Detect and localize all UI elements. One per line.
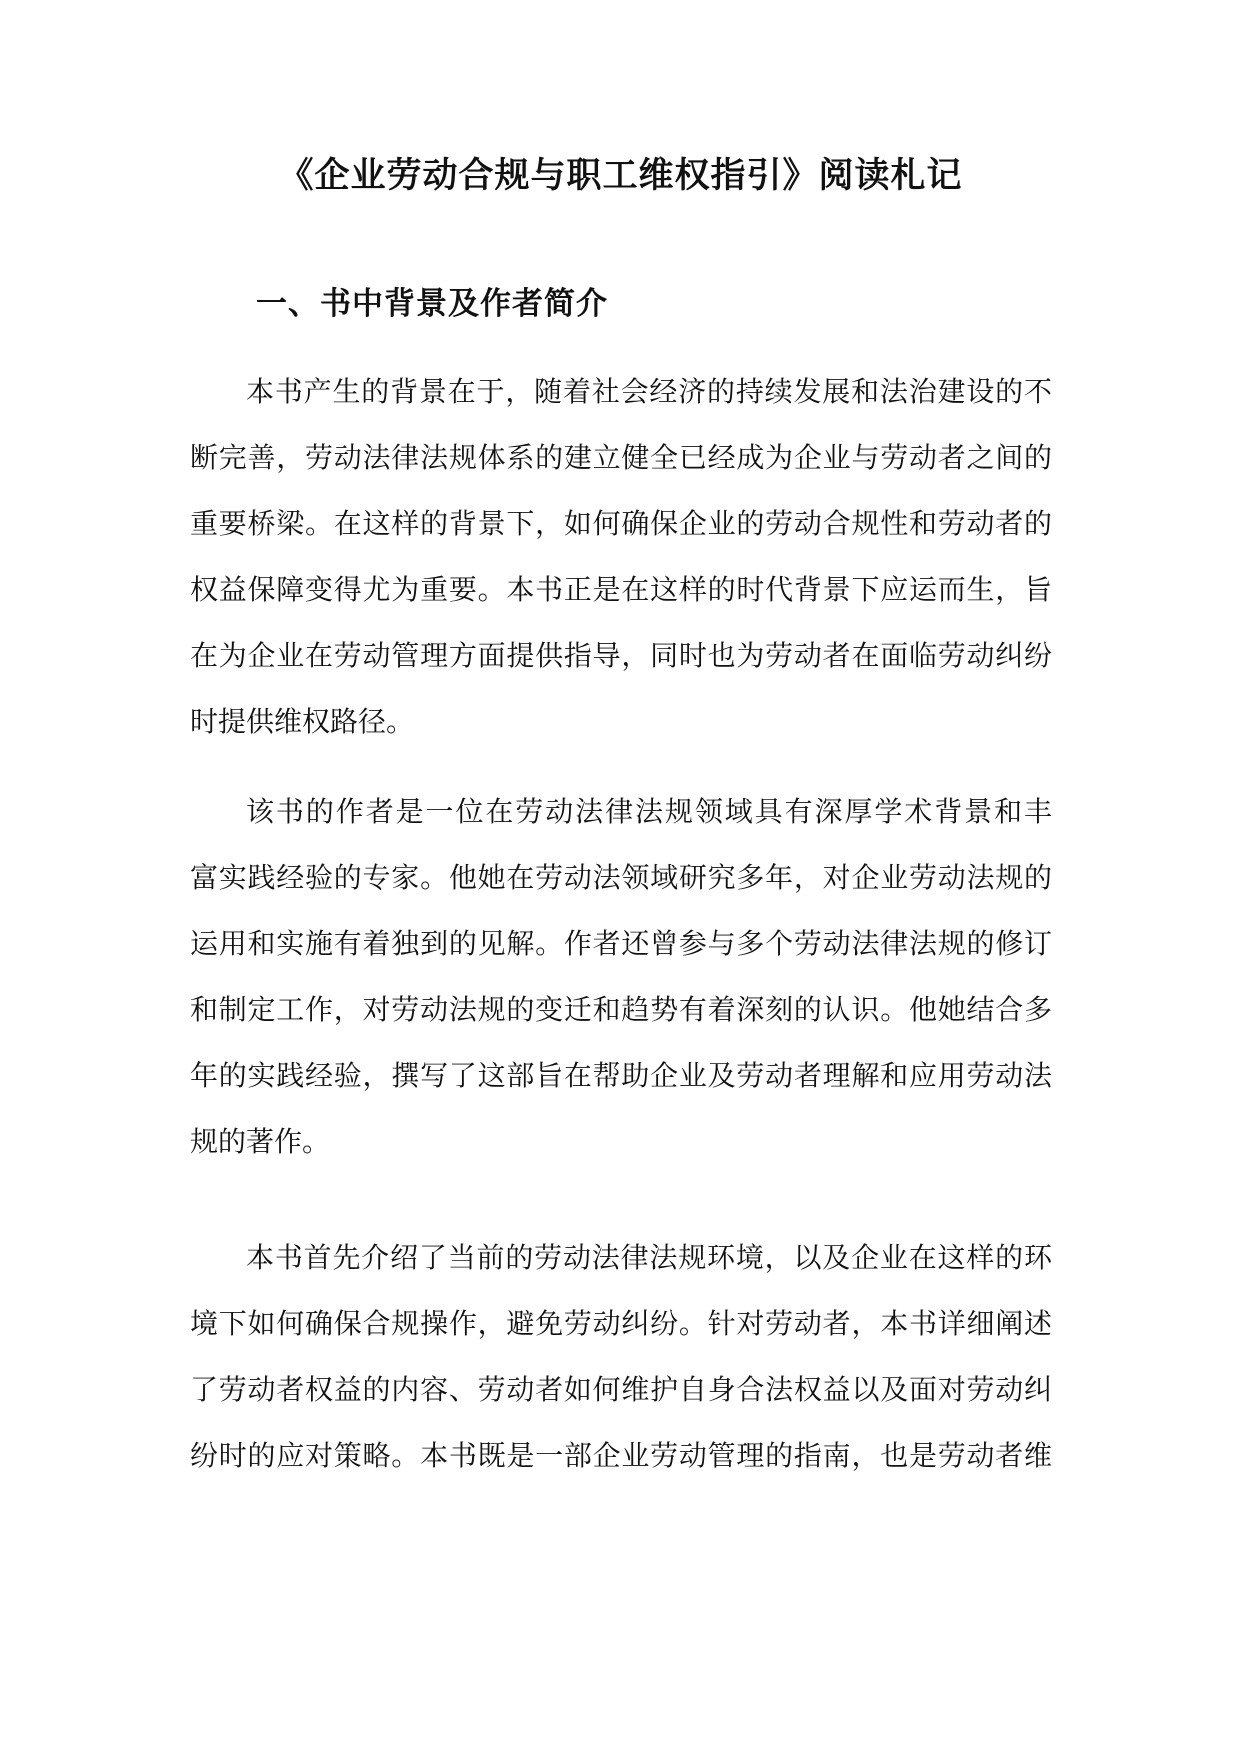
paragraph-line: 本书首先介绍了当前的劳动法律法规环境，以及企业在这样的环: [246, 1241, 1052, 1274]
paragraph-author: [190, 779, 1052, 1175]
paragraph-line: 时提供维权路径。: [190, 705, 415, 738]
paragraph-line: 和制定工作，对劳动法规的变迁和趋势有着深刻的认识。他她结合多: [190, 993, 1052, 1026]
paragraph-line: 境下如何确保合规操作，避免劳动纠纷。针对劳动者，本书详细阐述: [190, 1307, 1052, 1340]
paragraph-line: 了劳动者权益的内容、劳动者如何维护自身合法权益以及面对劳动纠: [190, 1373, 1052, 1406]
section-heading: 一、书中背景及作者简介: [256, 286, 608, 322]
paragraph-background: [190, 359, 1052, 755]
paragraph-line: 年的实践经验，撰写了这部旨在帮助企业及劳动者理解和应用劳动法: [190, 1059, 1052, 1092]
paragraph-line: 本书产生的背景在于，随着社会经济的持续发展和法治建设的不: [246, 375, 1052, 408]
paragraph-line: 权益保障变得尤为重要。本书正是在这样的时代背景下应运而生，旨: [190, 573, 1052, 606]
paragraph-line: 断完善，劳动法律法规体系的建立健全已经成为企业与劳动者之间的: [190, 441, 1052, 474]
paragraph-line: 富实践经验的专家。他她在劳动法领域研究多年，对企业劳动法规的: [190, 861, 1052, 894]
paragraph-line: 该书的作者是一位在劳动法律法规领域具有深厚学术背景和丰: [246, 795, 1052, 828]
document-title: 《企业劳动合规与职工维权指引》阅读札记: [278, 155, 963, 196]
paragraph-line: 规的著作。: [190, 1125, 331, 1158]
paragraph-line: 重要桥梁。在这样的背景下，如何确保企业的劳动合规性和劳动者的: [190, 507, 1052, 540]
paragraph-overview: [190, 1225, 1052, 1489]
paragraph-line: 纷时的应对策略。本书既是一部企业劳动管理的指南，也是劳动者维: [190, 1439, 1052, 1472]
paragraph-line: 在为企业在劳动管理方面提供指导，同时也为劳动者在面临劳动纠纷: [190, 639, 1052, 672]
paragraph-line: 运用和实施有着独到的见解。作者还曾参与多个劳动法律法规的修订: [190, 927, 1052, 960]
